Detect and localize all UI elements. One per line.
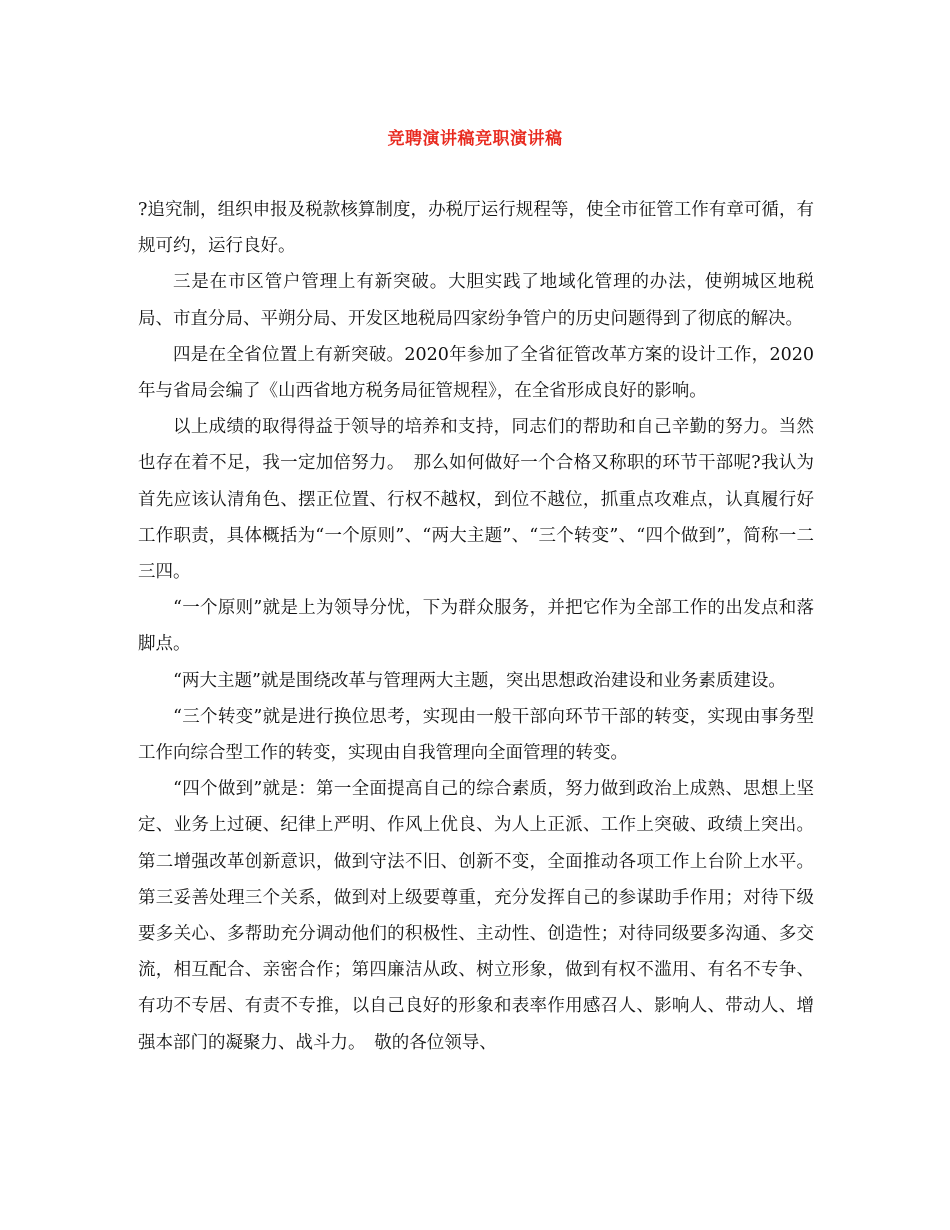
document-title: 竞聘演讲稿竞职演讲稿 (387, 129, 563, 149)
paragraph: “四个做到”就是：第一全面提高自己的综合素质，努力做到政治上成熟、思想上坚定、业务上过硬、纪律上严明、作风上优良、为人上正派、工作上突破、政绩上突出。第二增强改革创新意识，做到守法不旧、创新不变，全面推动各项工作上台阶上水平。第三妥善处理三个关系，做到对上级要尊重，充分发挥自己的参谋助手作用；对待下级要多关心、多帮助充分调动他们的积极性、主动性、创造性；对待同级要多沟通、多交流，相互配合、亲密合作；第四廉洁从政、树立形象，做到有权不滥用、有名不专争、有功不专居、有责不专推，以自己良好的形象和表率作用感召人、影响人、带动人、增强本部门的凝聚力、战斗力。 敬的各位领导、 (138, 779, 814, 1053)
paragraph: 以上成绩的取得得益于领导的培养和支持，同志们的帮助和自己辛勤的努力。当然也存在着不足，我一定加倍努力。 那么如何做好一个合格又称职的环节干部呢?我认为首先应该认清角色、摆正位置、行权不越权，到位不越位，抓重点攻难点，认真履行好工作职责，具体概括为“一个原则”、“两大主题”、“三个转变”、“四个做到”，简称一二三四。 (138, 417, 814, 583)
paragraph: 三是在市区管户管理上有新突破。大胆实践了地域化管理的办法，使朔城区地税局、市直分局、平朔分局、开发区地税局四家纷争管户的历史问题得到了彻底的解决。 (138, 272, 814, 329)
paragraph: “一个原则”就是上为领导分忧，下为群众服务，并把它作为全部工作的出发点和落脚点。 (138, 598, 814, 655)
paragraph: 四是在全省位置上有新突破。2020年参加了全省征管改革方案的设计工作，2020年与省局会编了《山西省地方税务局征管规程》，在全省形成良好的影响。 (138, 344, 814, 402)
paragraph-continuation: ?追究制，组织申报及税款核算制度，办税厅运行规程等，使全市征管工作有章可循，有规可约，运行良好。 (138, 200, 814, 257)
paragraph: “两大主题”就是围绕改革与管理两大主题，突出思想政治建设和业务素质建设。 (173, 670, 786, 691)
paragraph: “三个转变”就是进行换位思考，实现由一般干部向环节干部的转变，实现由事务型工作向综合型工作的转变，实现由自我管理向全面管理的转变。 (138, 706, 814, 764)
document-body (138, 192, 814, 1061)
